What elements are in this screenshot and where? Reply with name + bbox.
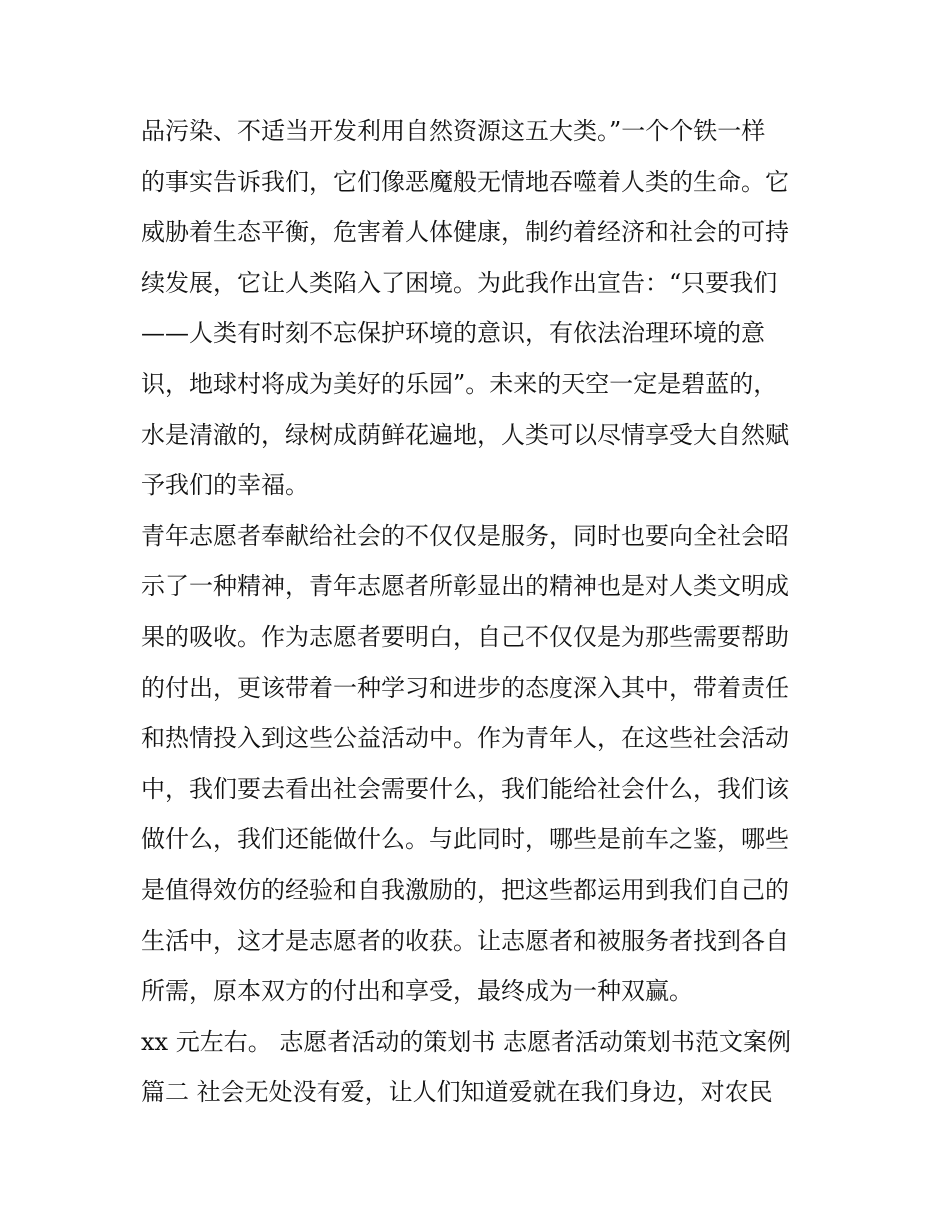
text-line: ——人类有时刻不忘保护环境的意识，有依法治理环境的意 — [141, 319, 765, 348]
text-line: 品污染、不适当开发利用自然资源这五大类。”一个个铁一样 — [141, 117, 766, 145]
text-line: 做什么，我们还能做什么。与此同时，哪些是前车之鉴，哪些 — [141, 825, 789, 854]
text-line: 中，我们要去看出社会需要什么，我们能给社会什么，我们该 — [141, 774, 789, 803]
text-line: 和热情投入到这些公益活动中。作为青年人，在这些社会活动 — [141, 724, 789, 753]
text-line: 识，地球村将成为美好的乐园”。未来的天空一定是碧蓝的， — [141, 369, 778, 398]
text-line: 示了一种精神，青年志愿者所彰显出的精神也是对人类文明成 — [141, 572, 789, 601]
text-line: 水是清澈的，绿树成荫鲜花遍地，人类可以尽情享受大自然赋 — [141, 420, 789, 449]
text-line: 所需，原本双方的付出和享受，最终成为一种双赢。 — [141, 977, 693, 1006]
body-text — [141, 106, 821, 1118]
text-line: 果的吸收。作为志愿者要明白，自己不仅仅是为那些需要帮助 — [141, 622, 789, 651]
text-line: 的付出，更该带着一种学习和进步的态度深入其中，带着责任 — [141, 673, 789, 702]
text-line: 续发展，它让人类陷入了困境。为此我作出宣告：“只要我们 — [141, 268, 778, 297]
text-line: 予我们的幸福。 — [141, 471, 309, 500]
text-line: xx 元左右。 志愿者活动的策划书 志愿者活动策划书范文案例 — [141, 1027, 791, 1056]
text-line: 生活中，这才是志愿者的收获。让志愿者和被服务者找到各自 — [141, 926, 789, 955]
text-line: 的事实告诉我们，它们像恶魔般无情地吞噬着人类的生命。它 — [141, 167, 789, 196]
text-line: 是值得效仿的经验和自我激励的，把这些都运用到我们自己的 — [141, 875, 789, 904]
text-line: 青年志愿者奉献给社会的不仅仅是服务，同时也要向全社会昭 — [141, 521, 789, 550]
text-line: 篇二 社会无处没有爱，让人们知道爱就在我们身边，对农民 — [141, 1078, 773, 1107]
text-line: 威胁着生态平衡，危害着人体健康，制约着经济和社会的可持 — [141, 218, 789, 247]
